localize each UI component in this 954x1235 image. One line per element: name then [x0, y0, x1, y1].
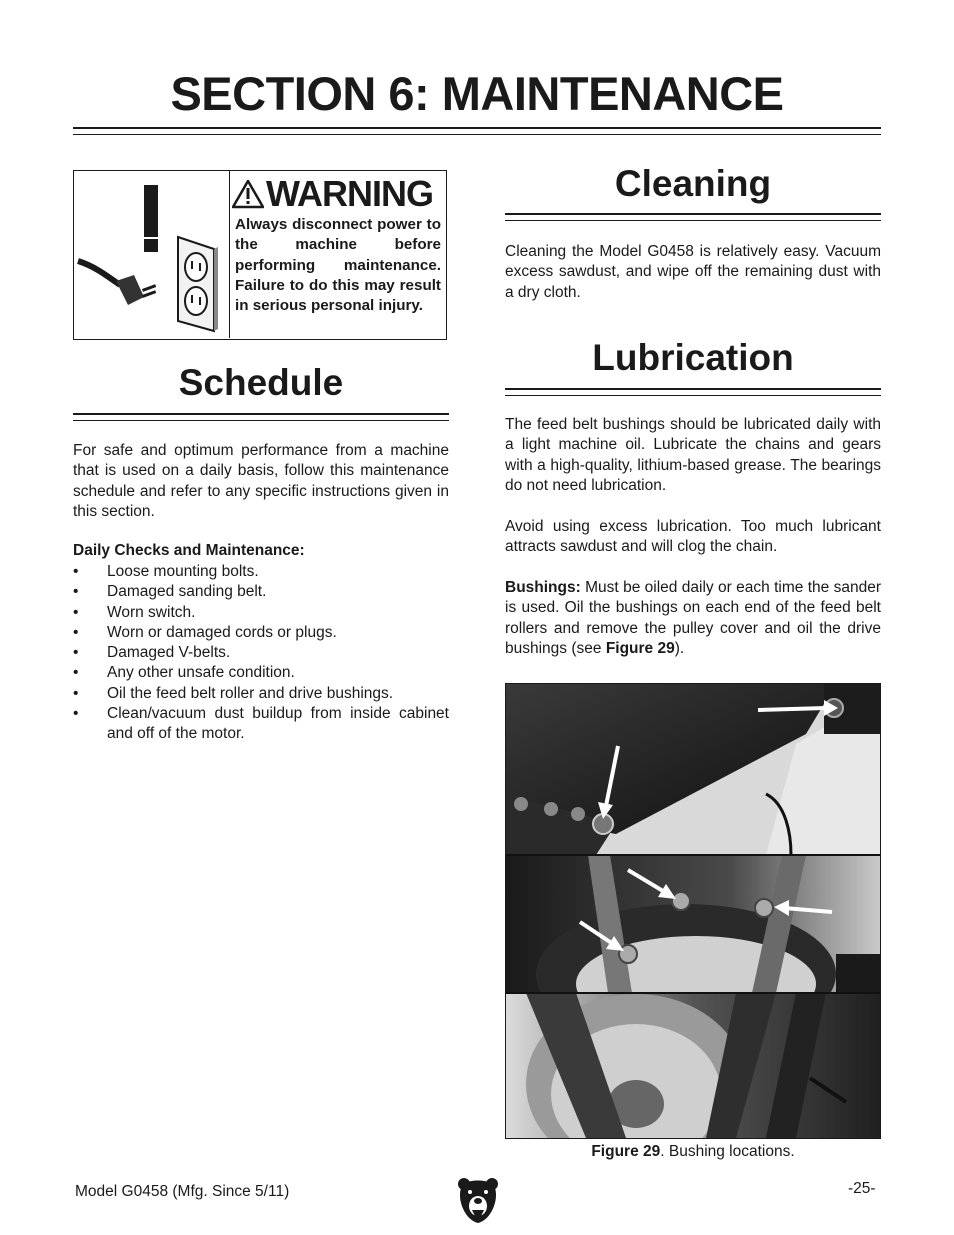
- bushings-paragraph: [505, 578, 881, 659]
- lubrication-para-2: Avoid using excess lubrication. Too much lubricant attracts sawdust and will clog the chain.: [505, 518, 881, 556]
- lubrication-heading: Lubrication: [592, 337, 794, 378]
- list-item: • Loose mounting bolts.: [73, 562, 449, 582]
- figure-reference: Figure 29: [605, 639, 675, 657]
- daily-checks-title: Daily Checks and Maintenance:: [73, 542, 305, 559]
- figure-29-photo: [505, 683, 881, 1139]
- lubrication-para-1: The feed belt bushings should be lubricated daily with a light machine oil. Lubricate the chains and gears with a high-quality, lithium-based grease. The bearings do not need lubrication.: [505, 416, 881, 494]
- footer-model: Model G0458 (Mfg. Since 5/11): [75, 1183, 290, 1200]
- warning-triangle-icon: [232, 179, 264, 209]
- cleaning-heading: Cleaning: [614, 163, 772, 204]
- page-number: -25-: [848, 1180, 876, 1197]
- schedule-intro: For safe and optimum performance from a machine that is used on a daily basis, follow this maintenance schedule and refer to any specific instructions given in this section.: [73, 442, 449, 520]
- list-item: • Worn or damaged cords or plugs.: [73, 623, 449, 643]
- bushings-label: Bushings:: [505, 579, 581, 596]
- figure-caption-text: . Bushing locations.: [660, 1143, 795, 1160]
- schedule-heading: Schedule: [178, 362, 344, 403]
- schedule-divider: [73, 413, 449, 421]
- figure-caption: [505, 1143, 881, 1161]
- list-item: • Any other unsafe condition.: [73, 663, 449, 683]
- warning-heading-text: WARNING: [266, 173, 433, 214]
- list-item: • Damaged sanding belt.: [73, 582, 449, 602]
- lubrication-divider: [505, 388, 881, 396]
- bushings-text: Must be oiled daily or each time the sander is used. Oil the bushings on each end of the feed belt rollers and remove the pulley cover and oil the drive bushings (see: [505, 579, 881, 657]
- daily-checks-list: [73, 562, 449, 745]
- page-title: SECTION 6: MAINTENANCE: [170, 67, 784, 120]
- cleaning-text: Cleaning the Model G0458 is relatively easy. Vacuum excess sawdust, and wipe off the remaining dust with a dry cloth.: [505, 243, 881, 301]
- warning-text: Always disconnect power to the machine before performing maintenance. Failure to do this may result in serious personal injury.: [235, 216, 441, 315]
- bear-head-logo-icon: [457, 1176, 499, 1224]
- bushings-text-end: ).: [674, 639, 685, 657]
- list-item: • Oil the feed belt roller and drive bushings.: [73, 684, 449, 704]
- warning-box: [73, 170, 447, 340]
- title-divider: [73, 127, 881, 135]
- list-item: • Clean/vacuum dust buildup from inside cabinet and off of the motor.: [73, 704, 449, 745]
- list-item: • Damaged V-belts.: [73, 643, 449, 663]
- figure-label: Figure 29: [591, 1143, 661, 1160]
- warning-heading: [232, 173, 444, 215]
- list-item: • Worn switch.: [73, 603, 449, 623]
- power-plug-outlet-icon: [74, 171, 230, 338]
- cleaning-divider: [505, 213, 881, 221]
